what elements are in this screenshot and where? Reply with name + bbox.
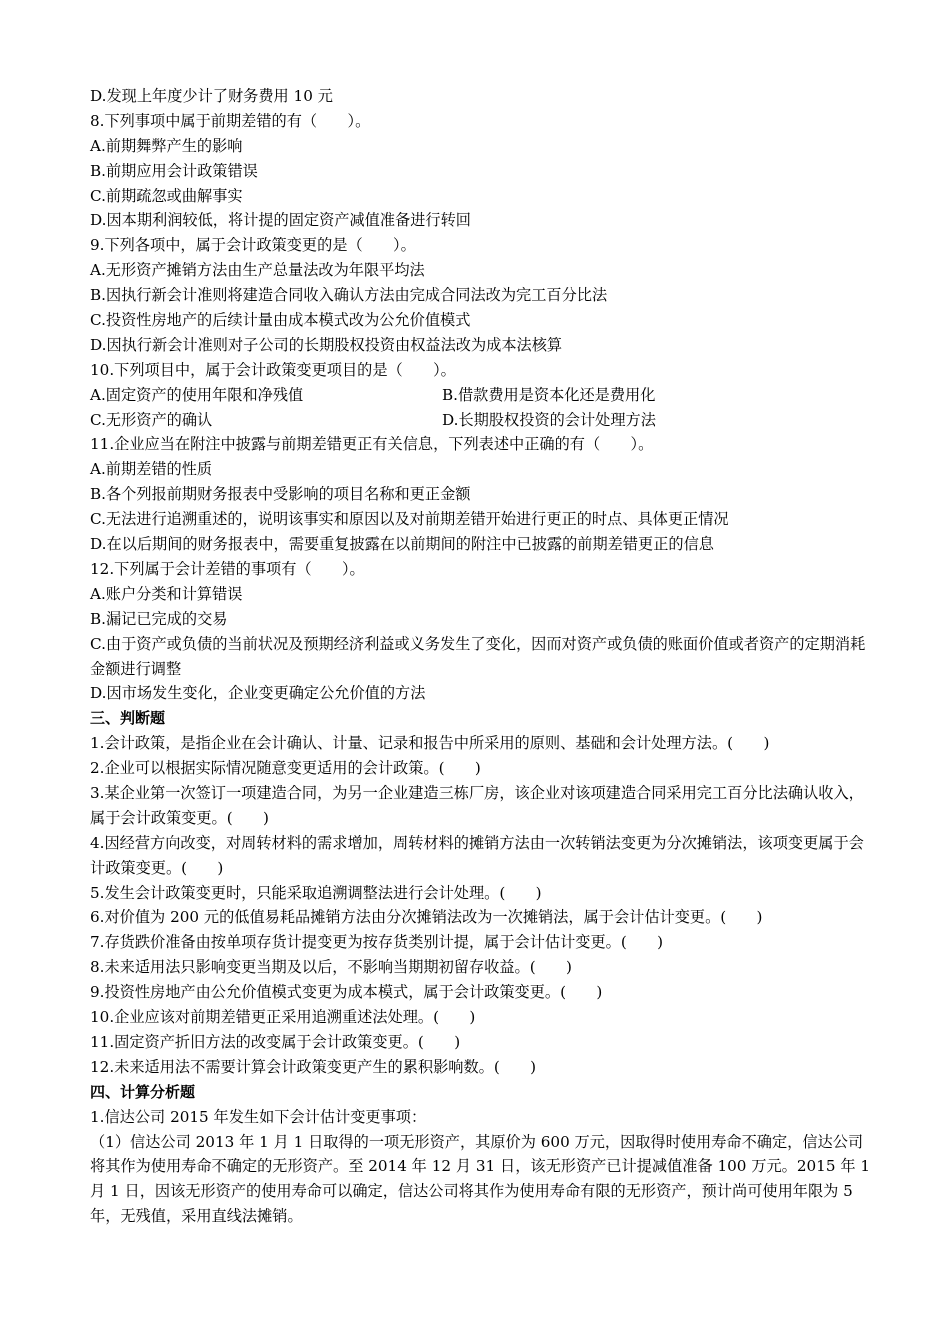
q12-option-a: A.账户分类和计算错误 bbox=[90, 584, 243, 603]
q8-option-a: A.前期舞弊产生的影响 bbox=[90, 136, 243, 155]
calc-question-1: 1.信达公司 2015 年发生如下会计估计变更事项： bbox=[90, 1107, 427, 1126]
question-8: 8.下列事项中属于前期差错的有（ ）。 bbox=[90, 111, 371, 130]
calc-question-1-part-1: （1）信达公司 2013 年 1 月 1 日取得的一项无形资产，其原价为 600 万元，因取得时使用寿命不确定，信达公司将其作为使用寿命不确定的无形资产。至 2014 年 12 月 31 日，该无形资产已计提减值准备 100 万元。2015 年 1 月 1 日，因该无形资产的使用寿命可以确定，信达公司将其作为使用寿命有限的无形资产，预计尚可使用年限为 5 年，无残值，采用直线法摊销。 bbox=[90, 1132, 871, 1226]
judgment-6: 6.对价值为 200 元的低值易耗品摊销方法由分次摊销法改为一次摊销法，属于会计估计变更。( ) bbox=[90, 908, 763, 927]
q8-option-d: D.因本期利润较低，将计提的固定资产减值准备进行转回 bbox=[90, 211, 471, 230]
q11-option-a: A.前期差错的性质 bbox=[90, 460, 213, 479]
judgment-10: 10.企业应该对前期差错更正采用追溯重述法处理。( ) bbox=[90, 1008, 476, 1027]
q9-option-b: B.因执行新会计准则将建造合同收入确认方法由完成合同法改为完工百分比法 bbox=[90, 286, 608, 305]
q10-options-row-2 bbox=[90, 408, 870, 433]
question-12: 12.下列属于会计差错的事项有（ ）。 bbox=[90, 559, 365, 578]
judgment-9: 9.投资性房地产由公允价值模式变更为成本模式，属于会计政策变更。( ) bbox=[90, 983, 603, 1002]
q8-option-b: B.前期应用会计政策错误 bbox=[90, 161, 258, 180]
document-page bbox=[90, 84, 870, 1229]
judgment-4: 4.因经营方向改变，对周转材料的需求增加，周转材料的摊销方法由一次转销法变更为分次摊销法，该项变更属于会计政策变更。( ) bbox=[90, 833, 864, 877]
q8-option-c: C.前期疏忽或曲解事实 bbox=[90, 186, 243, 205]
q12-option-d: D.因市场发生变化，企业变更确定公允价值的方法 bbox=[90, 684, 426, 703]
judgment-12: 12.未来适用法不需要计算会计政策变更产生的累积影响数。( ) bbox=[90, 1057, 537, 1076]
q11-option-b: B.各个列报前期财务报表中受影响的项目名称和更正金额 bbox=[90, 485, 471, 504]
question-10: 10.下列项目中，属于会计政策变更项目的是（ ）。 bbox=[90, 360, 456, 379]
judgment-8: 8.未来适用法只影响变更当期及以后，不影响当期期初留存收益。( ) bbox=[90, 958, 572, 977]
judgment-3: 3.某企业第一次签订一项建造合同，为另一企业建造三栋厂房，该企业对该项建造合同采用完工百分比法确认收入，属于会计政策变更。( ) bbox=[90, 783, 864, 827]
q10-option-a: A.固定资产的使用年限和净残值 bbox=[90, 385, 304, 404]
q11-option-d: D.在以后期间的财务报表中，需要重复披露在以前期间的附注中已披露的前期差错更正的信息 bbox=[90, 535, 714, 554]
question-9: 9.下列各项中，属于会计政策变更的是（ ）。 bbox=[90, 236, 416, 255]
q10-option-c: C.无形资产的确认 bbox=[90, 410, 213, 429]
judgment-2: 2.企业可以根据实际情况随意变更适用的会计政策。( ) bbox=[90, 759, 481, 778]
judgment-5: 5.发生会计政策变更时，只能采取追溯调整法进行会计处理。( ) bbox=[90, 883, 542, 902]
section-heading-judgment: 三、判断题 bbox=[90, 709, 166, 728]
q10-option-d: D.长期股权投资的会计处理方法 bbox=[442, 410, 656, 429]
question-11: 11.企业应当在附注中披露与前期差错更正有关信息，下列表述中正确的有（ ）。 bbox=[90, 435, 654, 454]
q10-option-b: B.借款费用是资本化还是费用化 bbox=[442, 385, 656, 404]
q9-option-a: A.无形资产摊销方法由生产总量法改为年限平均法 bbox=[90, 261, 425, 280]
judgment-1: 1.会计政策，是指企业在会计确认、计量、记录和报告中所采用的原则、基础和会计处理方法。( ) bbox=[90, 734, 770, 753]
q9-option-c: C.投资性房地产的后续计量由成本模式改为公允价值模式 bbox=[90, 311, 471, 330]
judgment-11: 11.固定资产折旧方法的改变属于会计政策变更。( ) bbox=[90, 1032, 461, 1051]
q11-option-c: C.无法进行追溯重述的，说明该事实和原因以及对前期差错开始进行更正的时点、具体更正情况 bbox=[90, 510, 729, 529]
option-d-prev: D.发现上年度少计了财务费用 10 元 bbox=[90, 87, 333, 105]
q10-options-row-1 bbox=[90, 383, 870, 408]
judgment-7: 7.存货跌价准备由按单项存货计提变更为按存货类别计提，属于会计估计变更。( ) bbox=[90, 933, 664, 952]
q9-option-d: D.因执行新会计准则对子公司的长期股权投资由权益法改为成本法核算 bbox=[90, 335, 563, 354]
q12-option-b: B.漏记已完成的交易 bbox=[90, 609, 228, 628]
section-heading-calculation: 四、计算分析题 bbox=[90, 1082, 196, 1101]
q12-option-c: C.由于资产或负债的当前状况及预期经济利益或义务发生了变化，因而对资产或负债的账面价值或者资产的定期消耗金额进行调整 bbox=[90, 634, 866, 678]
